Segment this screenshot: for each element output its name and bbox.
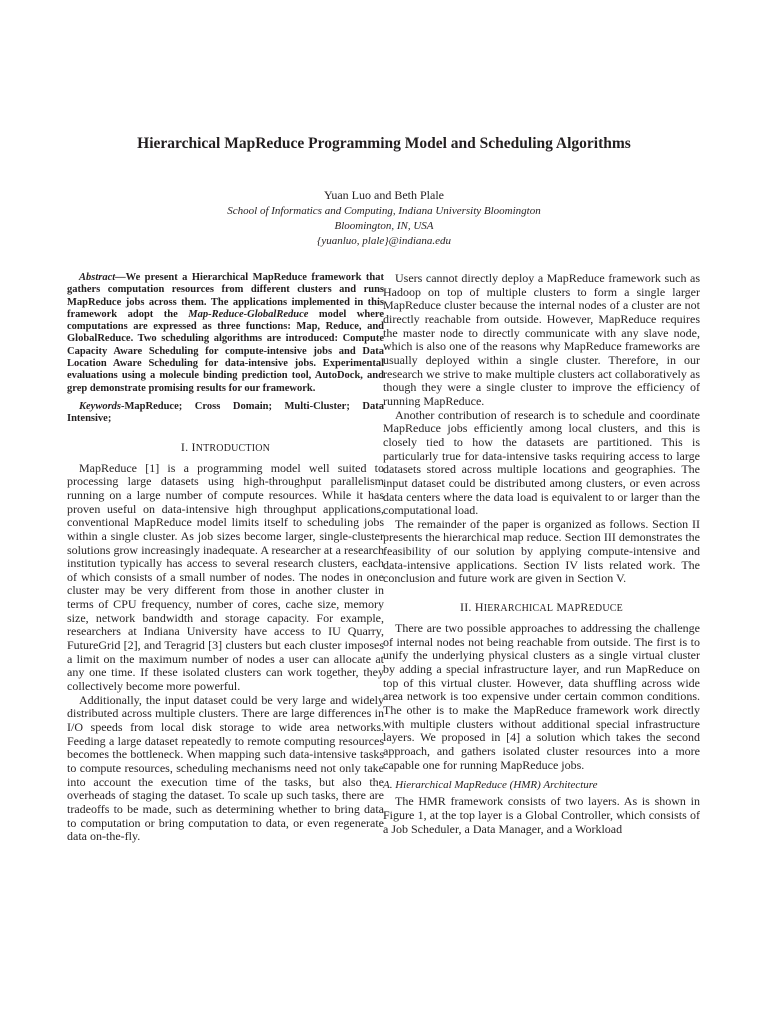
right-column xyxy=(383,272,700,836)
hmr-paragraph-1: There are two possible approaches to addressing the challenge of internal nodes not being reachable from outside. The first is to unify the underlying physical clusters as a single virtual cluster by adding a special infrastructure layer, and run MapReduce on top of this virtual cluster. However, data shuffling across wide area network is too expensive under certain common conditions. The other is to make the MapReduce framework work directly with multiple clusters without additional special infrastructure layers. We proposed in [4] a solution which takes the second approach, and gathers isolated cluster resources into a more capable one for running MapReduce jobs. xyxy=(383,621,700,772)
hmr-architecture-paragraph: The HMR framework consists of two layers. As is shown in Figure 1, at the top layer is a Global Controller, which consists of a Job Scheduler, a Data Manager, and a Workload xyxy=(383,794,700,836)
section-title-initial: H xyxy=(474,600,484,615)
keywords-label: Keywords xyxy=(79,400,121,412)
section-heading-introduction xyxy=(67,440,384,456)
section-numeral: II. xyxy=(460,600,475,615)
keywords-text: -MapReduce; Cross Domain; Multi-Cluster; Data Intensive; xyxy=(67,400,384,425)
section-title-rest-3: EDUCE xyxy=(588,603,623,615)
abstract-label: Abstract xyxy=(79,272,116,283)
intro-paragraph-1: MapReduce [1] is a programming model well suited to processing large datasets using high-throughput parallelism running on a large number of compute resources. While it has proven useful on data-intensive high throughput applications, conventional MapReduce model limits itself to scheduling jobs within a single cluster. As job sizes become larger, single-cluster solutions grow increasingly inadequate. A researcher at a research institution typically has access to several research clusters, each of which consists of a small number of nodes. The nodes in one cluster may be very different from those in another cluster in terms of CPU frequency, number of cores, cache size, memory size, network bandwidth and storage capacity. For example, researchers at Indiana University have access to IU Quarry, FutureGrid [2], and Teragrid [3] clusters but each cluster imposes a limit on the maximum number of nodes a user can allocate at any one time. If these isolated clusters can work together, they collectively become more powerful. xyxy=(67,460,384,694)
intro-paragraph-4: Another contribution of research is to schedule and coordinate MapReduce jobs efficiently among local clusters, and this is closely tied to how the datasets are partitioned. This is particularly true for data-intensive tasks requiring access to large datasets stored across multiple locations and geographies. The input dataset could be distributed among clusters, or even across data centers where the data load is equivalent to or larger than the computational load. xyxy=(383,407,700,518)
section-title-initial-3: R xyxy=(580,600,589,615)
section-title-rest-2: AP xyxy=(567,603,581,615)
intro-paragraph-5: The remainder of the paper is organized as follows. Section II presents the hierarchical map reduce. Section III demonstrates the feasibility of our solution by applying compute-intensive and data-intensive applications. Section IV lists related work. The conclusion and future work are given in Section V. xyxy=(383,516,700,586)
intro-paragraph-2: Additionally, the input dataset could be very large and widely distributed across multiple clusters. There are large differences in I/O speeds from local disk storage to wide area networks. Feeding a large dataset repeatedly to remote computing resources becomes the bottleneck. When mapping such data-intensive tasks to compute resources, scheduling mechanisms need not only take into account the execution time of the tasks, but also the overheads of staging the dataset. To scale up such tasks, there are tradeoffs to be made, such as determining whether to bring data to computation or bring computation to data, or even regenerate data on-the-fly. xyxy=(67,692,384,844)
intro-paragraph-3: Users cannot directly deploy a MapReduce framework such as Hadoop on top of multiple clusters to form a single larger MapReduce cluster because the internal nodes of a cluster are not directly reachable from outside. However, MapReduce requires the master node to directly communicate with any slave node, which is also one of the reasons why MapReduce frameworks are usually deployed within a single cluster. Therefore, in our research we strive to make multiple clusters act collaboratively as though they were a single cluster to improve the efficiency of running MapReduce. xyxy=(383,271,700,408)
affiliation-email: {yuanluo, plale}@indiana.edu xyxy=(316,235,452,247)
section-title-rest: IERARCHICAL xyxy=(483,603,554,615)
abstract-text-part-2: model where computations are expressed as three functions: Map, Reduce, and GlobalReduce. Two scheduling algorithms are introduced: Compute Capacity Aware Scheduling for compute-intensive jobs and Data Location Aware Scheduling for data-intensive jobs. Experimental evaluations using a molecule binding prediction tool, AutoDock, and grep demonstrate promising results for our framework. xyxy=(67,308,384,394)
section-numeral: I. xyxy=(180,439,192,454)
section-title-rest: NTRODUCTION xyxy=(195,442,271,454)
section-title-initial: I xyxy=(191,439,196,454)
abstract-model-name: Map-Reduce-GlobalReduce xyxy=(188,308,309,320)
paper-authors: Yuan Luo and Beth Plale xyxy=(324,188,444,202)
paper-title: Hierarchical MapReduce Programming Model and Scheduling Algorithms xyxy=(137,135,631,152)
author-affiliation xyxy=(40,204,728,249)
affiliation-location: Bloomington, IN, USA xyxy=(334,220,434,232)
left-column xyxy=(67,272,384,844)
section-title-initial-2: M xyxy=(556,600,568,615)
abstract xyxy=(67,272,384,395)
abstract-text-part-1: —We present a Hierarchical MapReduce framework that gathers computation resources from different clusters and runs MapReduce jobs across them. The applications implemented in this framework adopt the xyxy=(67,272,384,320)
subsection-heading-hmr-architecture: A. Hierarchical MapReduce (HMR) Architecture xyxy=(383,779,598,792)
keywords xyxy=(67,401,384,426)
section-heading-hierarchical-mapreduce xyxy=(383,600,700,616)
affiliation-institution: School of Informatics and Computing, Indiana University Bloomington xyxy=(227,205,541,217)
